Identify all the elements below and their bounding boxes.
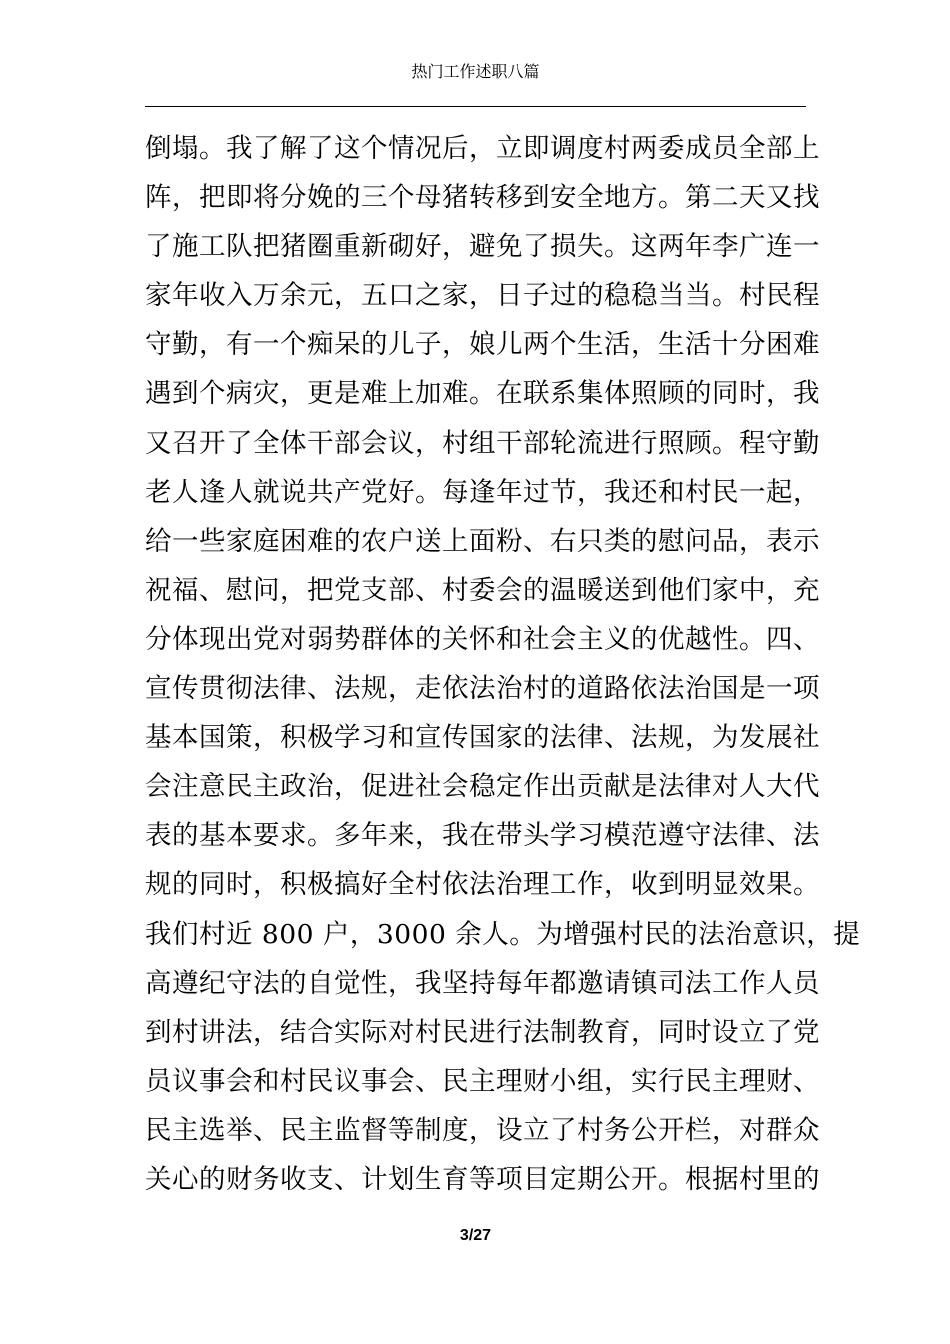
page-header-title: 热门工作述职八篇 [411, 62, 540, 81]
text-line: 民主选举、民主监督等制度，设立了村务公开栏，对群众 [145, 1114, 820, 1146]
text-line: 会注意民主政治，促进社会稳定作出贡献是法律对人大代 [145, 771, 820, 803]
page-number: 3/27 [459, 1227, 492, 1244]
text-line: 到村讲法，结合实际对村民进行法制教育，同时设立了党 [145, 1016, 820, 1048]
text-line: 我们村近 800 户，3000 余人。为增强村民的法治意识，提 [145, 918, 861, 950]
text-line: 高遵纪守法的自觉性，我坚持每年都邀请镇司法工作人员 [145, 967, 820, 999]
text-line: 倒塌。我了解了这个情况后，立即调度村两委成员全部上 [145, 133, 820, 164]
text-line: 祝福、慰问，把党支部、村委会的温暖送到他们家中，充 [145, 574, 820, 606]
text-line: 基本国策，积极学习和宣传国家的法律、法规，为发展社 [145, 722, 820, 754]
text-line: 又召开了全体干部会议，村组干部轮流进行照顾。程守勤 [145, 427, 820, 459]
text-line: 给一些家庭困难的农户送上面粉、右只类的慰问品，表示 [145, 525, 820, 557]
document-body [145, 127, 861, 1207]
text-line: 守勤，有一个痴呆的儿子，娘儿两个生活，生活十分困难 [145, 329, 820, 361]
text-line: 家年收入万余元，五口之家，日子过的稳稳当当。村民程 [145, 280, 820, 312]
text-line: 关心的财务收支、计划生育等项目定期公开。根据村里的 [145, 1163, 820, 1195]
text-line: 老人逢人就说共产党好。每逢年过节，我还和村民一起， [145, 476, 820, 508]
text-line: 宣传贯彻法律、法规，走依法治村的道路依法治国是一项 [145, 673, 820, 705]
header-divider [145, 106, 806, 107]
text-line: 规的同时，积极搞好全村依法治理工作，收到明显效果。 [145, 869, 820, 901]
text-line: 遇到个病灾，更是难上加难。在联系集体照顾的同时，我 [145, 378, 820, 410]
text-line: 员议事会和村民议事会、民主理财小组，实行民主理财、 [145, 1065, 820, 1097]
text-line: 阵，把即将分娩的三个母猪转移到安全地方。第二天又找 [145, 182, 820, 214]
text-line: 分体现出党对弱势群体的关怀和社会主义的优越性。四、 [145, 623, 820, 655]
text-line: 表的基本要求。多年来，我在带头学习模范遵守法律、法 [145, 820, 820, 852]
text-line: 了施工队把猪圈重新砌好，避免了损失。这两年李广连一 [145, 231, 820, 263]
